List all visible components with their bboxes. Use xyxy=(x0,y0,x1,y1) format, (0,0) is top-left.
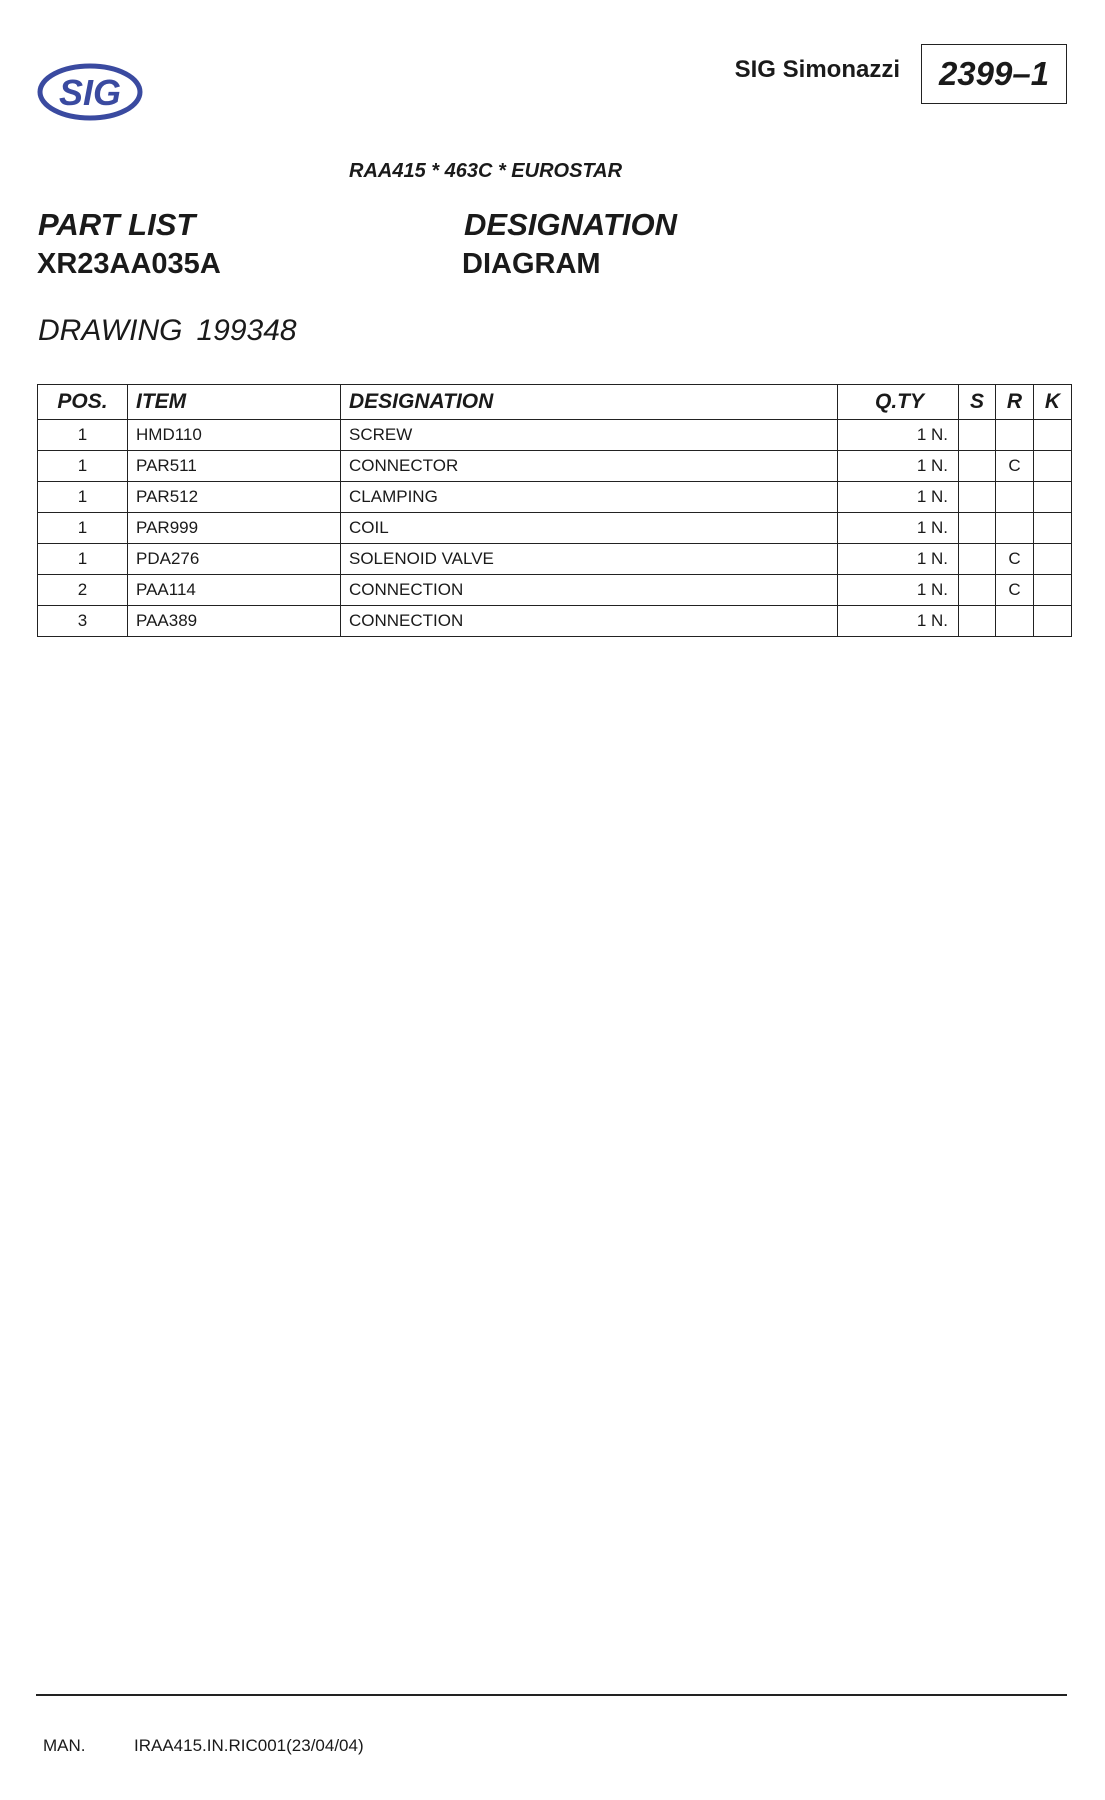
cell-s xyxy=(959,451,996,482)
part-list-code: XR23AA035A xyxy=(37,248,221,280)
cell-qty: 1 N. xyxy=(838,513,959,544)
cell-pos: 1 xyxy=(38,420,128,451)
drawing-reference xyxy=(38,314,297,348)
cell-designation: CONNECTOR xyxy=(341,451,838,482)
cell-item: HMD110 xyxy=(128,420,341,451)
designation-value: DIAGRAM xyxy=(462,248,601,280)
cell-item: PAA389 xyxy=(128,606,341,637)
cell-r xyxy=(996,513,1034,544)
cell-r: C xyxy=(996,451,1034,482)
cell-k xyxy=(1034,451,1072,482)
cell-item: PAR511 xyxy=(128,451,341,482)
table-row xyxy=(38,451,1072,482)
cell-pos: 1 xyxy=(38,544,128,575)
cell-designation: SCREW xyxy=(341,420,838,451)
cell-r: C xyxy=(996,544,1034,575)
footer-man-label: MAN. xyxy=(43,1736,86,1755)
sig-logo xyxy=(36,60,144,124)
designation-label: DESIGNATION xyxy=(464,207,677,242)
cell-pos: 1 xyxy=(38,513,128,544)
cell-pos: 1 xyxy=(38,451,128,482)
drawing-number: 199348 xyxy=(196,314,297,347)
cell-item: PAR512 xyxy=(128,482,341,513)
document-number: 2399–1 xyxy=(921,44,1067,104)
cell-k xyxy=(1034,513,1072,544)
part-list-label: PART LIST xyxy=(38,207,196,242)
cell-k xyxy=(1034,482,1072,513)
header-k: K xyxy=(1034,385,1072,420)
brand-name: SIG Simonazzi xyxy=(734,56,900,83)
cell-r xyxy=(996,420,1034,451)
cell-r: C xyxy=(996,575,1034,606)
table-header-row xyxy=(38,385,1072,420)
cell-item: PAR999 xyxy=(128,513,341,544)
table-row xyxy=(38,575,1072,606)
drawing-label: DRAWING xyxy=(38,314,183,347)
cell-qty: 1 N. xyxy=(838,544,959,575)
cell-qty: 1 N. xyxy=(838,482,959,513)
header-r: R xyxy=(996,385,1034,420)
cell-designation: COIL xyxy=(341,513,838,544)
cell-qty: 1 N. xyxy=(838,575,959,606)
cell-qty: 1 N. xyxy=(838,451,959,482)
cell-s xyxy=(959,544,996,575)
cell-qty: 1 N. xyxy=(838,420,959,451)
cell-k xyxy=(1034,420,1072,451)
table-row xyxy=(38,544,1072,575)
table-row xyxy=(38,606,1072,637)
cell-k xyxy=(1034,606,1072,637)
cell-k xyxy=(1034,544,1072,575)
cell-item: PDA276 xyxy=(128,544,341,575)
cell-pos: 3 xyxy=(38,606,128,637)
header-s: S xyxy=(959,385,996,420)
cell-designation: CONNECTION xyxy=(341,575,838,606)
cell-designation: CLAMPING xyxy=(341,482,838,513)
cell-s xyxy=(959,482,996,513)
header-designation: DESIGNATION xyxy=(341,385,838,420)
footer-divider xyxy=(36,1694,1067,1696)
cell-qty: 1 N. xyxy=(838,606,959,637)
parts-table xyxy=(37,384,1072,637)
cell-k xyxy=(1034,575,1072,606)
cell-item: PAA114 xyxy=(128,575,341,606)
cell-s xyxy=(959,513,996,544)
cell-r xyxy=(996,606,1034,637)
model-line: RAA415 * 463C * EUROSTAR xyxy=(349,160,623,182)
footer-document-code: IRAA415.IN.RIC001(23/04/04) xyxy=(134,1736,364,1755)
header-pos: POS. xyxy=(38,385,128,420)
table-row xyxy=(38,420,1072,451)
header-qty: Q.TY xyxy=(838,385,959,420)
cell-designation: SOLENOID VALVE xyxy=(341,544,838,575)
cell-pos: 2 xyxy=(38,575,128,606)
cell-s xyxy=(959,606,996,637)
table-row xyxy=(38,482,1072,513)
logo-text: SIG xyxy=(58,72,122,113)
cell-s xyxy=(959,420,996,451)
cell-r xyxy=(996,482,1034,513)
cell-s xyxy=(959,575,996,606)
cell-designation: CONNECTION xyxy=(341,606,838,637)
table-row xyxy=(38,513,1072,544)
cell-pos: 1 xyxy=(38,482,128,513)
header-item: ITEM xyxy=(128,385,341,420)
